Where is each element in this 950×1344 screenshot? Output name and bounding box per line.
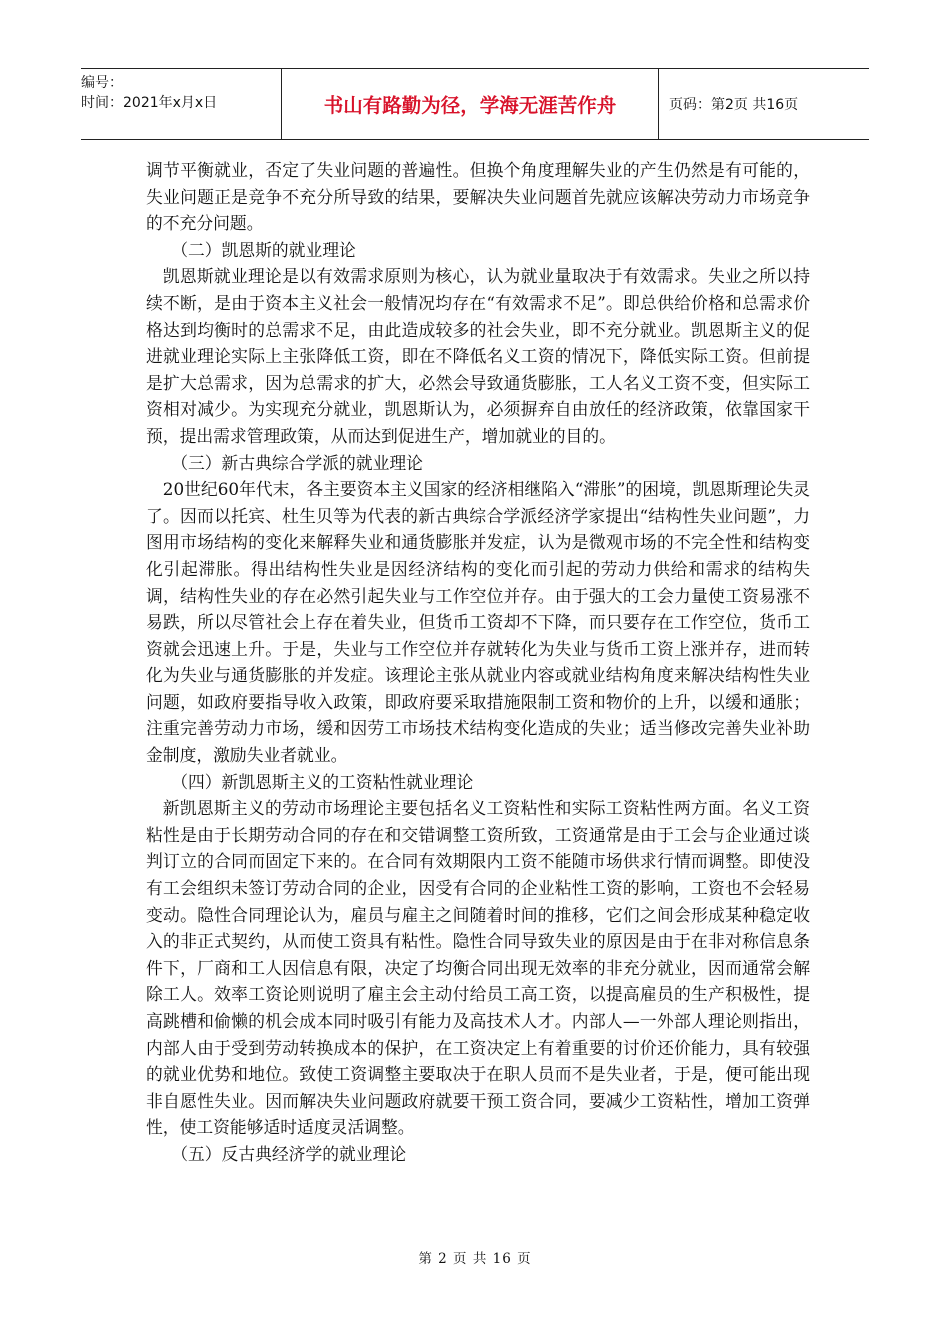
header-meta <box>81 69 281 139</box>
body-paragraph: 凯恩斯就业理论是以有效需求原则为核心，认为就业量取决于有效需求。失业之所以持续不断，是由于资本主义社会一般情况均存在“有效需求不足”。即总供给价格和总需求价格达到均衡时的总需求不足，由此造成较多的社会失业，即不充分就业。凯恩斯主义的促进就业理论实际上主张降低工资，即在不降低名义工资的情况下，降低实际工资。但前提是扩大总需求，因为总需求的扩大，必然会导致通货膨胀，工人名义工资不变，但实际工资相对减少。为实现充分就业，凯恩斯认为，必须摒弃自由放任的经济政策，依靠国家干预，提出需求管理政策，从而达到促进生产，增加就业的目的。 <box>146 266 810 446</box>
section-heading: （五）反古典经济学的就业理论 <box>171 1143 407 1164</box>
document-body <box>146 157 810 1168</box>
header-page-number: 页码：第2页 共16页 <box>669 97 799 113</box>
body-paragraph: 调节平衡就业，否定了失业问题的普遍性。但换个角度理解失业的产生仍然是有可能的，失业问题正是竞争不充分所导致的结果，要解决失业问题首先就应该解决劳动力市场竞争的不充分问题。 <box>146 160 810 234</box>
section-heading: （四）新凯恩斯主义的工资粘性就业理论 <box>171 771 474 792</box>
document-number-label: 编号： <box>81 75 123 91</box>
page-header <box>81 68 869 140</box>
section-heading: （三）新古典综合学派的就业理论 <box>171 452 423 473</box>
page-footer: 第 2 页 共 16 页 <box>418 1251 532 1267</box>
header-motto: 书山有路勤为径，学海无涯苦作舟 <box>281 69 659 139</box>
document-time-label: 时间：2021年x月x日 <box>81 95 218 111</box>
body-paragraph: 新凯恩斯主义的劳动市场理论主要包括名义工资粘性和实际工资粘性两方面。名义工资粘性是由于长期劳动合同的存在和交错调整工资所致，工资通常是由于工会与企业通过谈判订立的合同而固定下来的。在合同有效期限内工资不能随市场供求行情而调整。即使没有工会组织未签订劳动合同的企业，因受有合同的企业粘性工资的影响，工资也不会轻易变动。隐性合同理论认为，雇员与雇主之间随着时间的推移，它们之间会形成某种稳定收入的非正式契约，从而使工资具有粘性。隐性合同导致失业的原因是由于在非对称信息条件下，厂商和工人因信息有限，决定了均衡合同出现无效率的非充分就业，因而通常会解除工人。效率工资论则说明了雇主会主动付给员工高工资，以提高雇员的生产积极性，提高跳槽和偷懒的机会成本同时吸引有能力及高技术人才。内部人—一外部人理论则指出，内部人由于受到劳动转换成本的保护，在工资决定上有着重要的讨价还价能力，具有较强的就业优势和地位。致使工资调整主要取决于在职人员而不是失业者，于是，便可能出现非自愿性失业。因而解决失业问题政府就要干预工资合同，要减少工资粘性，增加工资弹性，使工资能够适时适度灵活调整。 <box>146 798 810 1138</box>
section-heading: （二）凯恩斯的就业理论 <box>171 239 356 260</box>
body-paragraph: 20世纪60年代末，各主要资本主义国家的经济相继陷入“滞胀”的困境，凯恩斯理论失灵了。因而以托宾、杜生贝等为代表的新古典综合学派经济学家提出“结构性失业问题”，力图用市场结构的变化来解释失业和通货膨胀并发症，认为是微观市场的不完全性和结构变化引起滞胀。得出结构性失业是因经济结构的变化而引起的劳动力供给和需求的结构失调，结构性失业的存在必然引起失业与工作空位并存。由于强大的工会力量使工资易涨不易跌，所以尽管社会上存在着失业，但货币工资却不下降，而只要存在工作空位，货币工资就会迅速上升。于是，失业与工作空位并存就转化为失业与货币工资上涨并存，进而转化为失业与通货膨胀的并发症。该理论主张从就业内容或就业结构角度来解决结构性失业问题，如政府要指导收入政策，即政府要采取措施限制工资和物价的上升，以缓和通胀；注重完善劳动力市场，缓和因劳工市场技术结构变化造成的失业；适当修改完善失业补助金制度，激励失业者就业。 <box>146 479 811 766</box>
